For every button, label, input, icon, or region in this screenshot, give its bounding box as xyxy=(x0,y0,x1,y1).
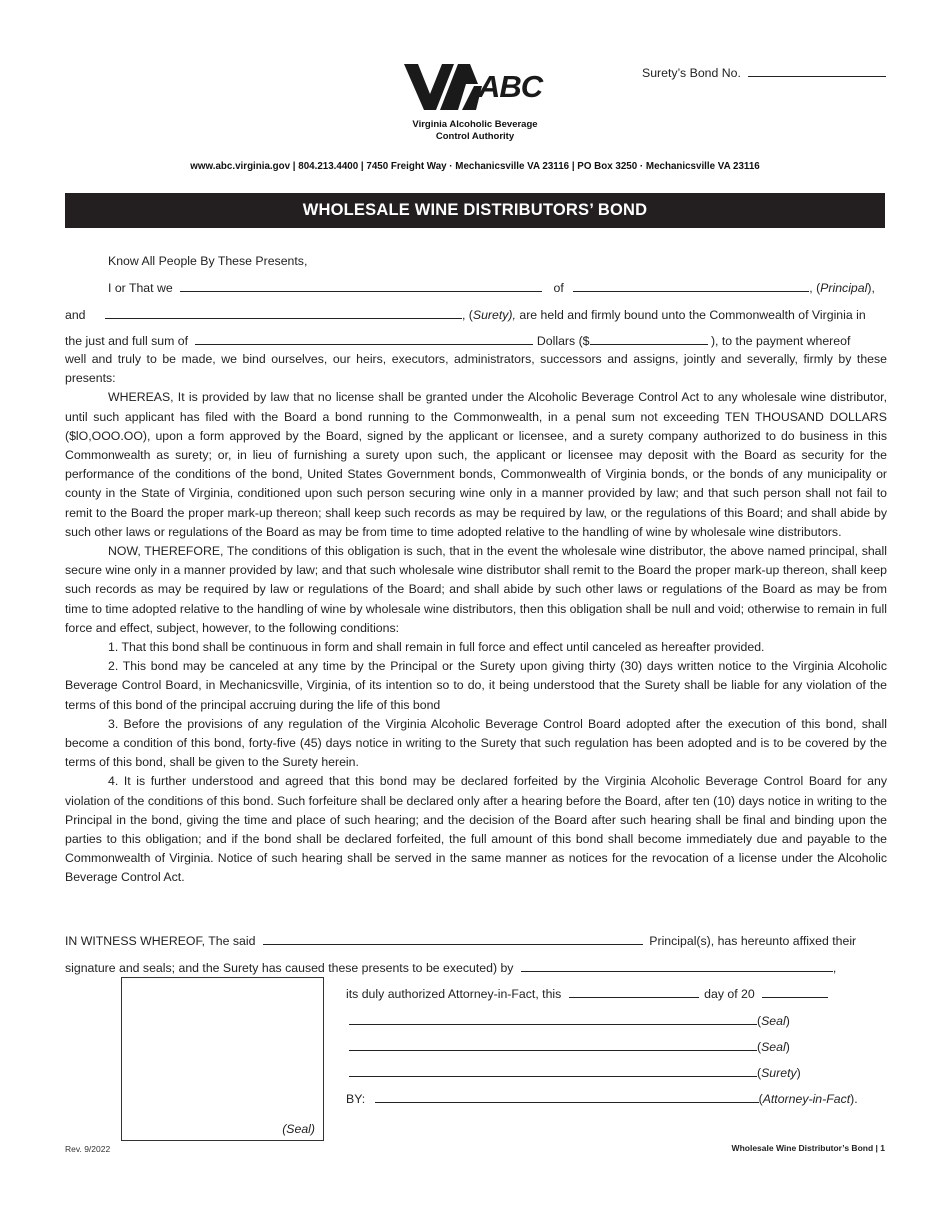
revision-date: Rev. 9/2022 xyxy=(65,1144,111,1154)
know-all-line: Know All People By These Presents, xyxy=(108,254,308,268)
bond-body xyxy=(65,350,887,888)
principal-name-input[interactable] xyxy=(180,279,542,292)
form-title: WHOLESALE WINE DISTRIBUTORS’ BOND xyxy=(65,193,885,228)
executed-by-row: signature and seals; and the Surety has caused these presents to be executed) by , xyxy=(65,961,837,975)
witness-row: IN WITNESS WHEREOF, The said Principal(s), has hereunto affixed their xyxy=(65,934,857,948)
seal-row-1: (Seal) xyxy=(349,1012,790,1029)
condition-3: 3. Before the provisions of any regulation of the Virginia Alcoholic Beverage Control Board adopted after the execution of this bond, shall become a condition of this bond, forty-five (45) days notice in writing to the Surety that such regulation has been adopted and is to be covered by the terms of this bond, shall be given to the Surety herein. xyxy=(65,716,887,770)
attorney-signature-input[interactable] xyxy=(375,1090,759,1103)
principal-address-input[interactable] xyxy=(573,279,809,292)
attorney-signature-row: BY: (Attorney-in-Fact). xyxy=(346,1092,858,1106)
org-name: Virginia Alcoholic Beverage Control Authority xyxy=(412,119,538,142)
page-number: 1 xyxy=(880,1143,885,1153)
sum-words-input[interactable] xyxy=(195,332,533,345)
whereas-paragraph: WHEREAS, It is provided by law that no license shall be granted under the Alcoholic Beverage Control Act to any wholesale wine distributor, until such applicant has filed with the Board a bond running to the Commonwealth, in a penal sum not exceeding TEN THOUSAND DOLLARS ($lO,OOO.OO), upon a form approved by the Board, signed by the applicant or licensee, and a surety company authorized to do business in this Commonwealth as surety; or, in lieu of furnishing a surety upon such, the applicant or licensee may deposit with the Board as security for the performance of the conditions of the bond, United States Government bonds, Commonwealth of Virginia bonds, or the bonds of any municipality or county in the State of Virginia, conditioned upon such person securing wine only in a manner provided by law; and that such person shall not fail to remit to the Board the proper mark-up thereon; shall keep such records as may be required by law, or the regulations of this Board; and shall abide by such other laws or regulations of the Board as may be from time to time adopted relative to the handling of wine by wholesale wine distributors. xyxy=(65,390,887,539)
seal-signature-input-1[interactable] xyxy=(349,1012,757,1025)
year-input[interactable] xyxy=(762,985,828,998)
bond-number-input[interactable] xyxy=(748,64,886,77)
logo xyxy=(404,62,546,143)
executed-by-input[interactable] xyxy=(521,959,833,972)
seal-row-2: (Seal) xyxy=(349,1038,790,1055)
attorney-date-row: its duly authorized Attorney-in-Fact, this day of 20 xyxy=(346,985,828,1002)
svg-text:ABC: ABC xyxy=(478,69,543,104)
condition-2: 2. This bond may be canceled at any time by the Principal or the Surety upon giving thirty (30) days written notice to the Virginia Alcoholic Beverage Control Board, in Mechanicsville, Virginia, of its intention so to do, it being understood that the Surety shall be liable for any violation of the terms of this bond of the principal accruing during the life of this bond xyxy=(65,659,887,712)
bond-number-field xyxy=(642,64,886,81)
surety-name-input[interactable] xyxy=(105,306,462,319)
va-abc-logo-icon xyxy=(404,62,546,112)
sum-row: the just and full sum of Dollars ($ ), to the payment whereof xyxy=(65,334,851,348)
sum-amount-input[interactable] xyxy=(590,332,708,345)
bond-number-label: Surety’s Bond No. xyxy=(642,66,741,80)
seal-box-label: (Seal) xyxy=(282,1122,315,1136)
now-therefore-paragraph: NOW, THEREFORE, The conditions of this obligation is such, that in the event the wholesale wine distributor, the above named principal, shall secure wine only in a manner provided by law; and that such wholesale wine distributor shall remit to the Board the proper mark-up thereon, shall keep such records as may be required by law or regulations of the Board; and shall abide by such other laws or regulations of the Board as may be from time to time adopted relative to the handling of wine by wholesale wine distributors, then this obligation shall be null and void; otherwise to remain in full force and effect, subject, however, to the following conditions: xyxy=(65,544,887,635)
surety-signature-row: (Surety) xyxy=(349,1064,801,1081)
page-footer: Wholesale Wine Distributor’s Bond | 1 xyxy=(731,1143,885,1153)
surety-signature-input[interactable] xyxy=(349,1064,757,1077)
presents-paragraph: well and truly to be made, we bind ourselves, our heirs, executors, administrators, successors and assigns, jointly and severally, firmly by these presents: xyxy=(65,352,887,386)
corporate-seal-box[interactable] xyxy=(121,977,324,1141)
condition-4: 4. It is further understood and agreed that this bond may be declared forfeited by the Virginia Alcoholic Beverage Control Board for any violation of the conditions of this bond. Such forfeiture shall be declared only after a hearing before the Board, after ten (10) days notice in writing to the Principal in the bond, giving the time and place of such hearing; and the decision of the Board after such hearing shall be final and binding upon the parties to this obligation; and if the bond shall be declared forfeited, the full amount of this bond shall become immediately due and payable to the Commonwealth of Virginia. Notice of such hearing shall be served in the same manner as notices for the revocation of a license under the Alcoholic Beverage Control Act. xyxy=(65,774,887,885)
surety-row: and , (Surety), are held and firmly bound unto the Commonwealth of Virginia in xyxy=(65,308,866,322)
witness-principal-input[interactable] xyxy=(263,932,643,945)
day-input[interactable] xyxy=(569,985,699,998)
condition-1: 1. That this bond shall be continuous in form and shall remain in full force and effect until canceled as hereafter provided. xyxy=(108,640,765,655)
seal-signature-input-2[interactable] xyxy=(349,1038,757,1051)
contact-line: www.abc.virginia.gov | 804.213.4400 | 7450 Freight Way · Mechanicsville VA 23116 | PO Box 3250 · Mechanicsville VA 23116 xyxy=(190,161,760,172)
principal-row: I or That we of , (Principal), xyxy=(108,281,875,295)
